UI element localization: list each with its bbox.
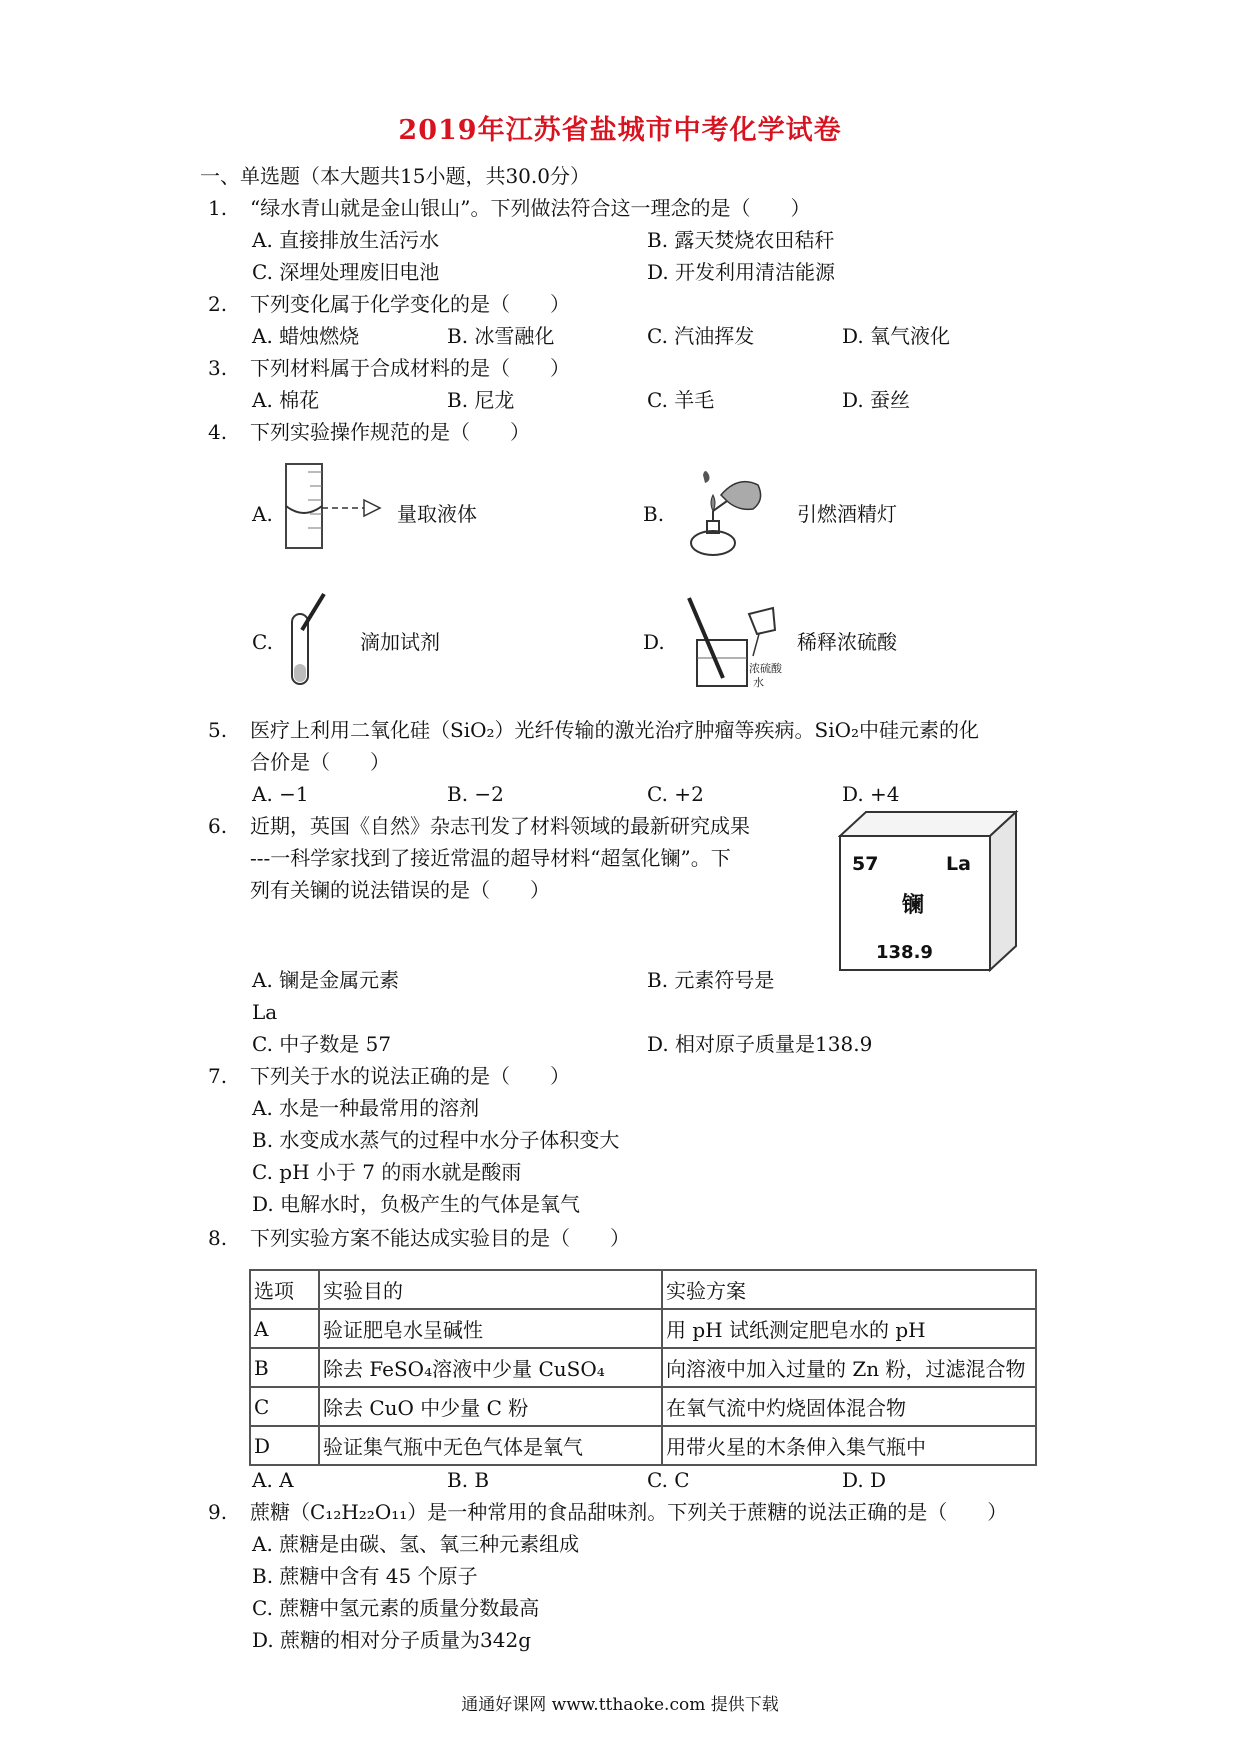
option-a-letter: A.: [252, 502, 273, 526]
option-a: A. 镧是金属元素: [252, 968, 400, 992]
table-cell: 向溶液中加入过量的 Zn 粉，过滤混合物: [662, 1348, 1036, 1387]
lanthanum-element-card: [838, 810, 1020, 972]
beaker-label: 浓硫酸: [749, 662, 782, 675]
question-number: 5.: [208, 718, 228, 742]
option-c: C. pH 小于 7 的雨水就是酸雨: [252, 1160, 522, 1184]
table-row: [250, 1309, 1036, 1348]
table-cell: 验证集气瓶中无色气体是氧气: [319, 1426, 662, 1465]
option-b-label: 引燃酒精灯: [797, 502, 897, 526]
table-cell: C: [250, 1387, 319, 1426]
question-stem-line1: 医疗上利用二氧化硅（SiO₂）光纤传输的激光治疗肿瘤等疾病。SiO₂中硅元素的化: [250, 718, 980, 742]
option-a-label: 量取液体: [397, 502, 477, 526]
question-stem: 下列实验操作规范的是（ ）: [250, 420, 530, 444]
option-a: A. 直接排放生活污水: [252, 228, 440, 252]
section-heading: 一、单选题（本大题共15小题，共30.0分）: [200, 164, 590, 188]
graduated-cylinder-reading-figure: [282, 462, 392, 552]
question-stem-line2: 合价是（ ）: [250, 750, 390, 774]
question-number: 8.: [208, 1226, 228, 1250]
option-c-label: 滴加试剂: [360, 630, 440, 654]
table-header-row: [250, 1270, 1036, 1309]
option-a: A. 蔗糖是由碳、氢、氧三种元素组成: [252, 1532, 580, 1556]
option-c: C. 深埋处理废旧电池: [252, 260, 440, 284]
question-stem: “绿水青山就是金山银山”。下列做法符合这一理念的是（ ）: [250, 196, 811, 220]
option-d: D. D: [842, 1468, 887, 1492]
beaker-label-2: 水: [753, 676, 764, 689]
table-header: 实验方案: [662, 1270, 1036, 1309]
table-cell: 验证肥皂水呈碱性: [319, 1309, 662, 1348]
table-header: 选项: [250, 1270, 319, 1309]
table-cell: 除去 FeSO₄溶液中少量 CuSO₄: [319, 1348, 662, 1387]
question-number: 4.: [208, 420, 228, 444]
option-c-letter: C.: [252, 630, 273, 654]
option-a: A. A: [252, 1468, 294, 1492]
question-number: 7.: [208, 1064, 228, 1088]
table-cell: 用 pH 试纸测定肥皂水的 pH: [662, 1309, 1036, 1348]
option-c: C. 中子数是 57: [252, 1032, 392, 1056]
question-stem: 下列变化属于化学变化的是（ ）: [250, 292, 570, 316]
option-d: D. 电解水时，负极产生的气体是氧气: [252, 1192, 581, 1216]
option-d-label: 稀释浓硫酸: [797, 630, 897, 654]
question-number: 1.: [208, 196, 228, 220]
option-c: C. 羊毛: [647, 388, 715, 412]
element-name: 镧: [902, 892, 925, 918]
option-b: B. 蔗糖中含有 45 个原子: [252, 1564, 478, 1588]
option-b: B. 水变成水蒸气的过程中水分子体积变大: [252, 1128, 620, 1152]
option-b: B. 尼龙: [447, 388, 515, 412]
table-cell: A: [250, 1309, 319, 1348]
question-number: 9.: [208, 1500, 228, 1524]
option-d: D. 氧气液化: [842, 324, 951, 348]
question-stem-line1: 近期，英国《自然》杂志刊发了材料领域的最新研究成果: [250, 814, 750, 838]
option-b: B. 冰雪融化: [447, 324, 555, 348]
page-title: 2019年江苏省盐城市中考化学试卷: [398, 115, 842, 146]
question-stem: 下列关于水的说法正确的是（ ）: [250, 1064, 570, 1088]
dropper-test-tube-figure: [284, 590, 334, 690]
option-b: B. B: [447, 1468, 490, 1492]
option-a: A. 蜡烛燃烧: [252, 324, 360, 348]
option-b: B. −2: [447, 782, 504, 806]
question-stem: 蔗糖（C₁₂H₂₂O₁₁）是一种常用的食品甜味剂。下列关于蔗糖的说法正确的是（ ）: [250, 1500, 1008, 1524]
option-a: A. 棉花: [252, 388, 320, 412]
option-d: D. 开发利用清洁能源: [647, 260, 836, 284]
table-cell: 除去 CuO 中少量 C 粉: [319, 1387, 662, 1426]
option-d: D. +4: [842, 782, 900, 806]
element-symbol: La: [946, 853, 971, 875]
option-a: A. −1: [252, 782, 309, 806]
option-c: C. C: [647, 1468, 690, 1492]
question-number: 3.: [208, 356, 228, 380]
option-d: D. 相对原子质量是138.9: [647, 1032, 873, 1056]
table-row: [250, 1348, 1036, 1387]
option-c: C. 汽油挥发: [647, 324, 755, 348]
table-cell: D: [250, 1426, 319, 1465]
question-stem: 下列材料属于合成材料的是（ ）: [250, 356, 570, 380]
option-d: D. 蚕丝: [842, 388, 911, 412]
question-number: 6.: [208, 814, 228, 838]
question-stem-line3: 列有关镧的说法错误的是（ ）: [250, 878, 550, 902]
option-a: A. 水是一种最常用的溶剂: [252, 1096, 480, 1120]
question-number: 2.: [208, 292, 228, 316]
table-header: 实验目的: [319, 1270, 662, 1309]
alcohol-lamp-lighting-figure: [683, 465, 773, 560]
question-stem: 下列实验方案不能达成实验目的是（ ）: [250, 1226, 630, 1250]
experiment-table: [249, 1269, 1037, 1466]
option-d: D. 蔗糖的相对分子质量为342g: [252, 1628, 532, 1652]
table-row: [250, 1426, 1036, 1465]
table-cell: B: [250, 1348, 319, 1387]
dilute-sulfuric-acid-figure: [683, 594, 788, 692]
question-stem-line2: ---一科学家找到了接近常温的超导材料“超氢化镧”。下: [250, 846, 731, 870]
option-b: B. 露天焚烧农田秸秆: [647, 228, 835, 252]
table-cell: 用带火星的木条伸入集气瓶中: [662, 1426, 1036, 1465]
atomic-mass: 138.9: [876, 942, 933, 963]
option-d-letter: D.: [643, 630, 665, 654]
option-c: C. +2: [647, 782, 704, 806]
option-b-continued: La: [252, 1000, 278, 1024]
page-footer: 通通好课网 www.tthaoke.com 提供下载: [461, 1695, 779, 1715]
table-row: [250, 1387, 1036, 1426]
table-cell: 在氧气流中灼烧固体混合物: [662, 1387, 1036, 1426]
option-b-letter: B.: [643, 502, 665, 526]
atomic-number: 57: [852, 853, 879, 875]
option-c: C. 蔗糖中氢元素的质量分数最高: [252, 1596, 540, 1620]
option-b: B. 元素符号是: [647, 968, 775, 992]
